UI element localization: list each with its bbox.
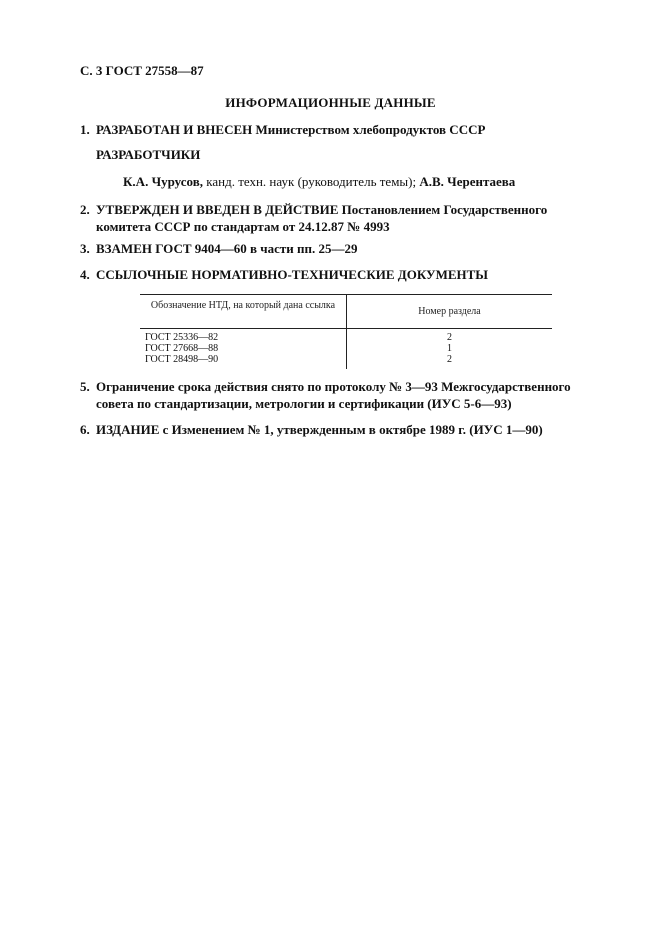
table-header-section: Номер раздела [418,306,481,317]
item-bold-text: ВЗАМЕН ГОСТ 9404—60 в части пп. 25—29 [96,241,358,256]
developer-name-2: А.В. Черентаева [419,174,516,189]
info-item-1 [80,121,590,138]
item-number: 3. [80,241,90,256]
developer-role-1: канд. техн. наук (руководитель темы); [206,174,417,189]
page-title: ИНФОРМАЦИОННЫЕ ДАННЫЕ [225,95,436,110]
table-body [140,332,552,365]
table-cell-section: 2 [447,354,452,365]
info-item-5 [80,378,590,411]
info-item-4 [80,266,590,283]
table-cell-section: 2 [447,332,452,343]
item-bold-text: ССЫЛОЧНЫЕ НОРМАТИВНО-ТЕХНИЧЕСКИЕ ДОКУМЕНТЫ [96,267,489,282]
developer-name-1: К.А. Чурусов, [123,174,203,189]
page-header: С. 3 ГОСТ 27558—87 [80,63,204,78]
item-number: 2. [80,202,90,217]
item-number: 4. [80,267,90,282]
developers-line [123,174,515,190]
info-item-2 [80,201,590,234]
table-row [140,354,552,365]
item-text: Постановлением Государственного комитета СССР по стандартам от 24.12.87 № 4993 [96,202,548,234]
table-header-document: Обозначение НТД, на который дана ссылка [150,300,336,311]
table-cell-document: ГОСТ 25336—82 [145,332,219,343]
table-row [140,332,552,343]
table-cell-section: 1 [447,343,452,354]
info-item-3 [80,240,590,257]
table-cell-document: ГОСТ 28498—90 [145,354,219,365]
table-cell-document: ГОСТ 27668—88 [145,343,219,354]
developers-heading: РАЗРАБОТЧИКИ [96,147,201,162]
item-number: 6. [80,422,90,437]
table-header-rule [140,328,552,329]
info-item-6 [80,421,590,438]
item-bold-text: ИЗДАНИЕ с Изменением № 1, утвержденным в октябре 1989 г. (ИУС 1—90) [96,422,543,437]
item-bold-text: УТВЕРЖДЕН И ВВЕДЕН В ДЕЙСТВИЕ [96,202,339,217]
item-number: 1. [80,122,90,137]
item-bold-text: Ограничение срока действия снято по протоколу № 3—93 Межгосударственного совета по стандартизации, метрологии и сертификации (ИУС 5-6—93) [96,379,571,411]
item-number: 5. [80,379,90,394]
item-bold-text: РАЗРАБОТАН И ВНЕСЕН [96,122,253,137]
item-text: Министерством хлебопродуктов СССР [255,122,486,137]
table-row [140,343,552,354]
